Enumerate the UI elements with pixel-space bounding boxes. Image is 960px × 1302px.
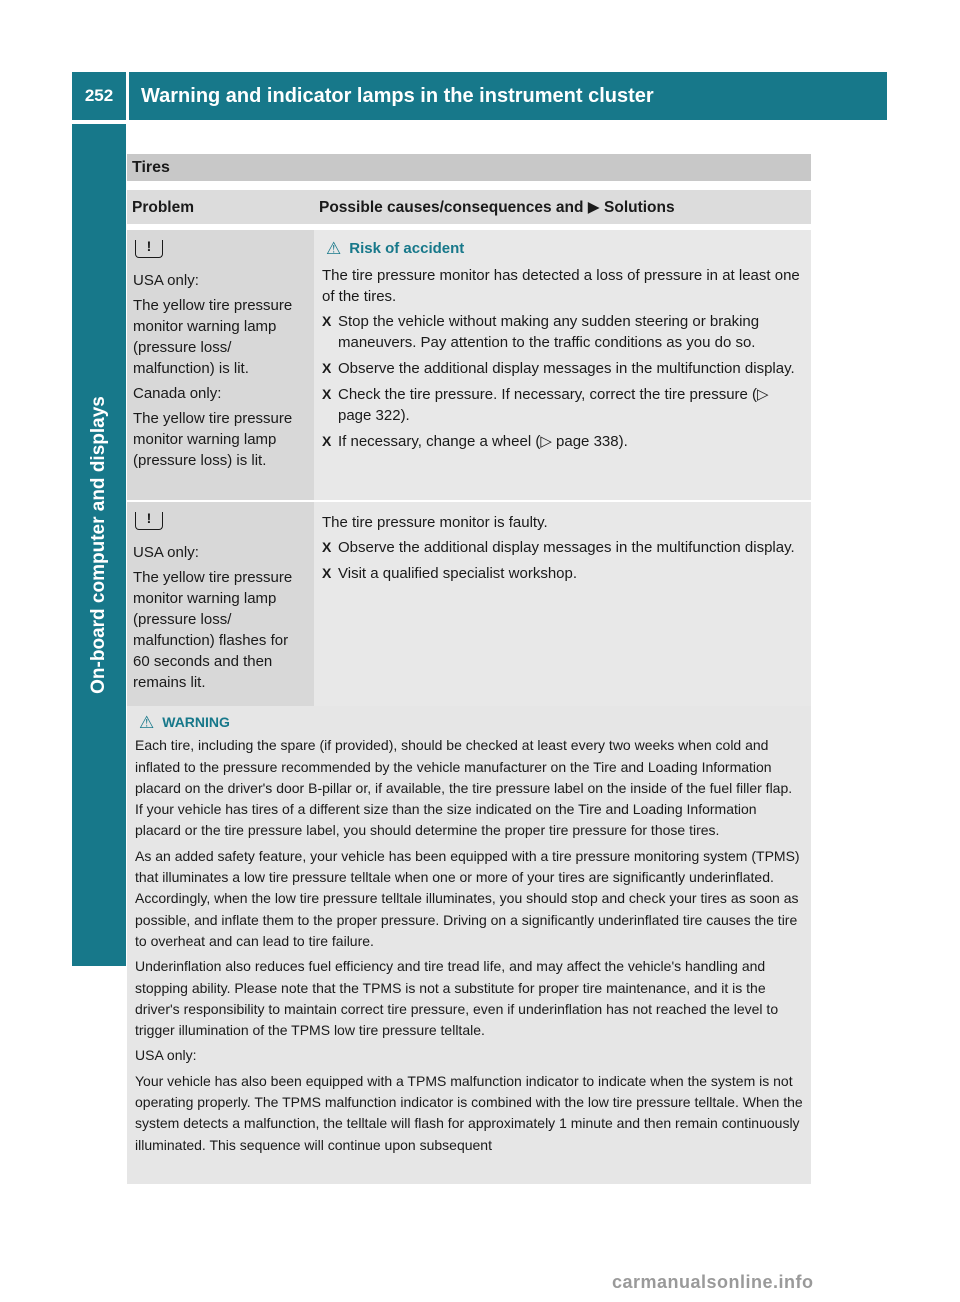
warning-paragraph: Each tire, including the spare (if provided), should be checked at least every two weeks when cold and inflated to the pressure recommended by the vehicle manufacturer on the Tire and Loading Information placard on the driver's door B-pillar or, if available, the tire pressure label on the inside of the fuel filler flap. If your vehicle has tires of a different size than the size indicated on the Tire and Loading Information placard or the tire pressure label, you should determine the proper tire pressure for those tires. (135, 737, 793, 839)
watermark: carmanualsonline.info (612, 1272, 814, 1292)
page-number: 252 (72, 72, 126, 120)
solution-cell (314, 502, 811, 726)
warning-heading (139, 712, 803, 733)
tire-pressure-warning-icon (135, 240, 163, 258)
tires-table (127, 190, 811, 726)
cause-text: The tire pressure monitor has detected a loss of pressure in at least one of the tires. (322, 267, 800, 305)
step-text: Visit a qualified specialist workshop. (338, 565, 578, 582)
side-tab-label: On-board computer and displays (88, 396, 109, 694)
problem-text: The yellow tire pressure monitor warning lamp (pressure loss) is lit. (133, 410, 293, 469)
problem-text: The yellow tire pressure monitor warning lamp (pressure loss/ malfunction) is lit. (133, 297, 293, 377)
solution-step (322, 563, 805, 584)
problem-text: USA only: (133, 272, 199, 289)
solution-cell (314, 230, 811, 500)
step-marker-icon: X (322, 313, 332, 329)
risk-warning (326, 238, 805, 259)
page-header-title: Warning and indicator lamps in the instrument cluster (129, 72, 887, 120)
step-text: Check the tire pressure. If necessary, correct the tire pressure (▷ page 322). (338, 386, 769, 424)
header-solutions: Possible causes/consequences and ▶ Solutions (314, 190, 811, 224)
solution-step (322, 431, 805, 452)
cause-text: The tire pressure monitor is faulty. (322, 514, 548, 531)
step-text: Stop the vehicle without making any sudden steering or braking maneuvers. Pay attention to the traffic conditions as you do so. (338, 313, 760, 351)
warning-paragraph: Your vehicle has also been equipped with a TPMS malfunction indicator to indicate when the system is not operating properly. The TPMS malfunction indicator is combined with the low tire pressure telltale. When the system detects a malfunction, the telltale will flash for approximately 1 minute and then remain continuously illuminated. This sequence will continue upon subsequent (135, 1072, 803, 1153)
step-marker-icon: X (322, 565, 332, 581)
section-title: Tires (127, 154, 811, 181)
side-tab (72, 124, 126, 966)
tire-pressure-warning-icon (135, 512, 163, 530)
solution-step (322, 311, 805, 353)
warning-label: WARNING (162, 714, 230, 730)
header-problem: Problem (127, 190, 314, 224)
warning-paragraph: Underinflation also reduces fuel efficiency and tire tread life, and may affect the vehicle's handling and stopping ability. Please note that the TPMS is not a substitute for proper tire maintenance, and it is the driver's responsibility to maintain correct tire pressure, even if underinflation has not reached the level to trigger illumination of the TPMS low tire pressure telltale. (135, 958, 779, 1039)
warning-triangle-icon: ⚠ (326, 239, 342, 258)
problem-cell (127, 230, 314, 500)
table-header (127, 190, 811, 224)
table-row (127, 500, 811, 726)
warning-paragraph: USA only: (135, 1047, 197, 1064)
step-marker-icon: X (322, 360, 332, 376)
step-text: If necessary, change a wheel (▷ page 338). (338, 433, 628, 450)
warning-box (127, 706, 811, 1184)
solution-step (322, 358, 805, 379)
problem-text: Canada only: (133, 385, 222, 402)
warning-paragraph: As an added safety feature, your vehicle has been equipped with a tire pressure monitoring system (TPMS) that illuminates a low tire pressure telltale when one or more of your tires are significantly underinflated. Accordingly, when the low tire pressure telltale illuminates, you should stop and check your tires as soon as possible, and inflate them to the proper pressure. Driving on a significantly underinflated tire causes the tire to overheat and can lead to tire failure. (135, 847, 800, 949)
step-marker-icon: X (322, 386, 332, 402)
problem-text: The yellow tire pressure monitor warning lamp (pressure loss/ malfunction) flashes for 60 seconds and then remains lit. (133, 569, 293, 691)
warning-triangle-icon: ⚠ (139, 713, 155, 732)
step-text: Observe the additional display messages in the multifunction display. (338, 539, 795, 556)
solution-step (322, 537, 805, 558)
problem-cell (127, 502, 314, 726)
step-text: Observe the additional display messages in the multifunction display. (338, 360, 795, 377)
solution-step (322, 384, 805, 426)
step-marker-icon: X (322, 539, 332, 555)
risk-label: Risk of accident (349, 240, 465, 257)
problem-text: USA only: (133, 544, 199, 561)
table-row (127, 224, 811, 500)
step-marker-icon: X (322, 433, 332, 449)
